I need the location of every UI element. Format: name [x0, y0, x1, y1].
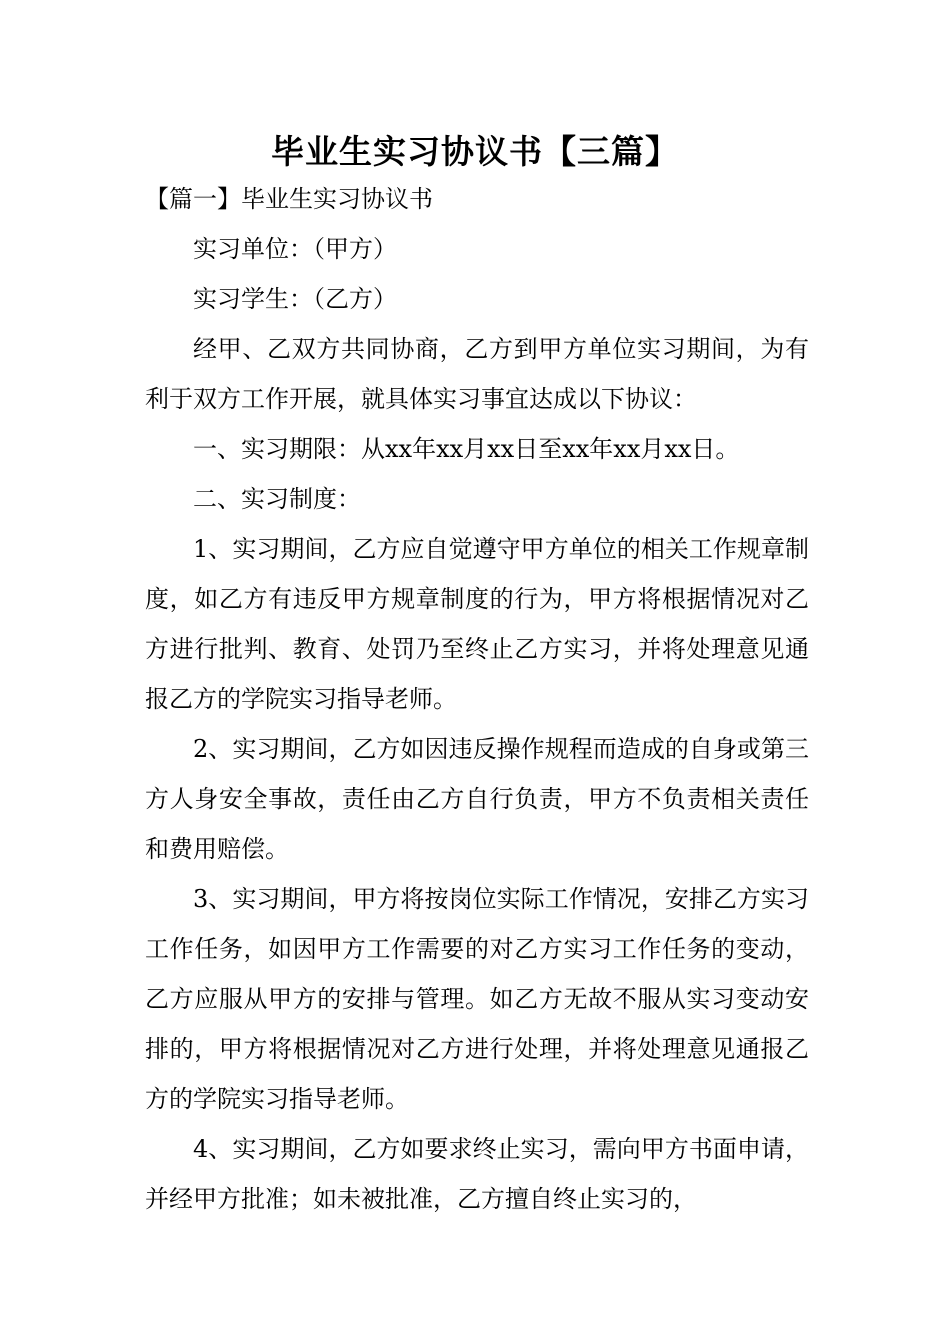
paragraph-intro: 经甲、乙双方共同协商，乙方到甲方单位实习期间，为有利于双方工作开展，就具体实习事宜达成以下协议：: [145, 335, 809, 413]
paragraph-rule-4: 4、实习期间，乙方如要求终止实习，需向甲方书面申请，并经甲方批准；如未被批准，乙方擅自终止实习的，: [145, 1135, 809, 1213]
paragraph-rule-1: 1、实习期间，乙方应自觉遵守甲方单位的相关工作规章制度，如乙方有违反甲方规章制度的行为，甲方将根据情况对乙方进行批判、教育、处罚乃至终止乙方实习，并将处理意见通报乙方的学院实习指导老师。: [145, 535, 809, 713]
paragraph-term: 一、实习期限：从xx年xx月xx日至xx年xx月xx日。: [193, 435, 740, 463]
paragraph-rules-heading: 二、实习制度：: [193, 485, 361, 513]
document-title: 毕业生实习协议书【三篇】: [271, 132, 679, 171]
paragraph-rule-2: 2、实习期间，乙方如因违反操作规程而造成的自身或第三方人身安全事故，责任由乙方自行负责，甲方不负责相关责任和费用赔偿。: [145, 735, 809, 863]
paragraph-party-a: 实习单位：（甲方）: [193, 235, 397, 263]
document-body: [145, 174, 809, 1224]
section-heading: 【篇一】毕业生实习协议书: [145, 185, 433, 213]
paragraph-party-b: 实习学生：（乙方）: [193, 285, 397, 313]
paragraph-rule-3: 3、实习期间，甲方将按岗位实际工作情况，安排乙方实习工作任务，如因甲方工作需要的对乙方实习工作任务的变动，乙方应服从甲方的安排与管理。如乙方无故不服从实习变动安排的，甲方将根据情况对乙方进行处理，并将处理意见通报乙方的学院实习指导老师。: [145, 885, 809, 1113]
